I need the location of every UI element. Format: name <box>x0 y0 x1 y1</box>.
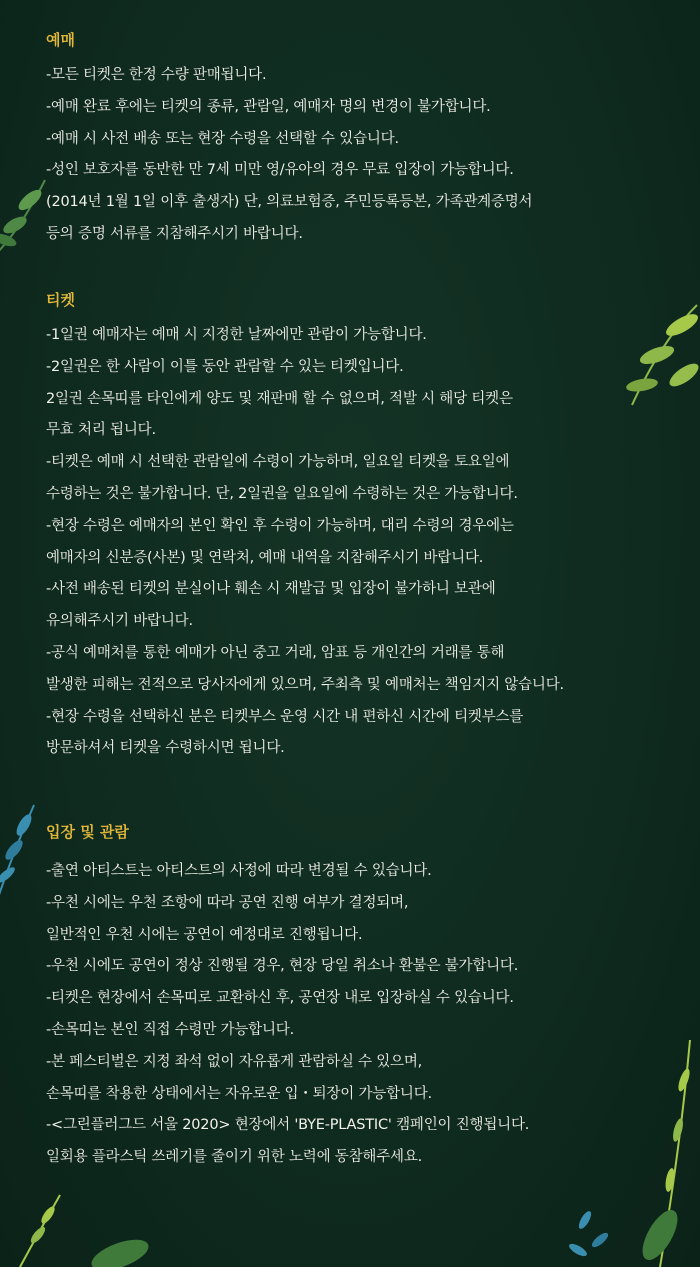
notice-line: 방문하셔서 티켓을 수령하시면 됩니다. <box>46 740 285 757</box>
notice-line: (2014년 1월 1일 이후 출생자) 단, 의료보험증, 주민등록등본, 가족관계증명서 <box>46 194 533 211</box>
leaf-right-middle-icon <box>612 300 700 410</box>
section-lines <box>46 856 529 1174</box>
notice-line: -티켓은 예매 시 선택한 관람일에 수령이 가능하며, 일요일 티켓을 토요일에 <box>46 454 510 471</box>
notice-line: -출연 아티스트는 아티스트의 사정에 따라 변경될 수 있습니다. <box>46 863 432 879</box>
notice-line: 발생한 피해는 전적으로 당사자에게 있으며, 주최측 및 예매처는 책임지지 않습니다. <box>46 676 564 693</box>
section-entry <box>46 822 529 1174</box>
notice-line: 2일권 손목띠를 타인에게 양도 및 재판매 할 수 없으며, 적발 시 해당 티켓은 <box>46 390 513 407</box>
notice-line: 등의 증명 서류를 지참해주시기 바랍니다. <box>46 225 303 242</box>
section-lines <box>46 60 532 251</box>
notice-line: 일회용 플라스틱 쓰레기를 줄이기 위한 노력에 동참해주세요. <box>46 1149 423 1166</box>
leaf-right-bottom-icon <box>640 1040 700 1267</box>
notice-line: -현장 수령을 선택하신 분은 티켓부스 운영 시간 내 편하신 시간에 티켓부스를 <box>46 708 524 725</box>
notice-line: -공식 예매처를 통한 예매가 아닌 중고 거래, 암표 등 개인간의 거래를 통해 <box>46 644 505 661</box>
notice-line: -성인 보호자를 동반한 만 7세 미만 영/유아의 경우 무료 입장이 가능합니다. <box>46 162 514 179</box>
notice-line: 손목띠를 착용한 상태에서는 자유로운 입・퇴장이 가능합니다. <box>46 1085 432 1102</box>
notice-line: -티켓은 현장에서 손목띠로 교환하신 후, 공연장 내로 입장하실 수 있습니다. <box>46 990 514 1007</box>
section-ticket <box>46 290 564 765</box>
section-title: 예매 <box>46 31 75 49</box>
leaf-bottom-left-icon <box>10 1190 150 1267</box>
notice-line: -1일권 예매자는 예매 시 지정한 날짜에만 관람이 가능합니다. <box>46 327 427 343</box>
notice-line: -우천 시에는 우천 조항에 따라 공연 진행 여부가 결정되며, <box>46 894 409 911</box>
section-title: 티켓 <box>46 291 75 309</box>
section-lines <box>46 320 564 765</box>
notice-line: 유의해주시기 바랍니다. <box>46 613 193 630</box>
notice-line: -예매 완료 후에는 티켓의 종류, 관람일, 예매자 명의 변경이 불가합니다. <box>46 98 491 115</box>
notice-line: -사전 배송된 티켓의 분실이나 훼손 시 재발급 및 입장이 불가하니 보관에 <box>46 581 496 598</box>
leaf-bottom-blue-icon <box>560 1200 620 1267</box>
notice-line: -현장 수령은 예매자의 본인 확인 후 수령이 가능하며, 대리 수령의 경우에는 <box>46 517 514 534</box>
notice-line: -우천 시에도 공연이 정상 진행될 경우, 현장 당일 취소나 환불은 불가합니다. <box>46 958 519 975</box>
notice-line: 예매자의 신분증(사본) 및 연락처, 예매 내역을 지참해주시기 바랍니다. <box>46 549 484 566</box>
notice-line: -예매 시 사전 배송 또는 현장 수령을 선택할 수 있습니다. <box>46 130 399 147</box>
notice-line: -손목띠는 본인 직접 수령만 가능합니다. <box>46 1021 294 1038</box>
notice-line: 일반적인 우천 시에는 공연이 예정대로 진행됩니다. <box>46 926 363 943</box>
notice-line: 수령하는 것은 불가합니다. 단, 2일권을 일요일에 수령하는 것은 가능합니다. <box>46 485 518 502</box>
section-title: 입장 및 관람 <box>46 823 129 841</box>
notice-line: 무효 처리 됩니다. <box>46 422 156 439</box>
section-reservation <box>46 30 532 251</box>
notice-line: -<그린플러그드 서울 2020> 현장에서 'BYE-PLASTIC' 캠페인이 진행됩니다. <box>46 1117 530 1134</box>
notice-line: -모든 티켓은 한정 수량 판매됩니다. <box>46 67 267 83</box>
notice-line: -2일권은 한 사람이 이틀 동안 관람할 수 있는 티켓입니다. <box>46 358 404 375</box>
notice-line: -본 페스티벌은 지정 좌석 없이 자유롭게 관람하실 수 있으며, <box>46 1053 423 1070</box>
